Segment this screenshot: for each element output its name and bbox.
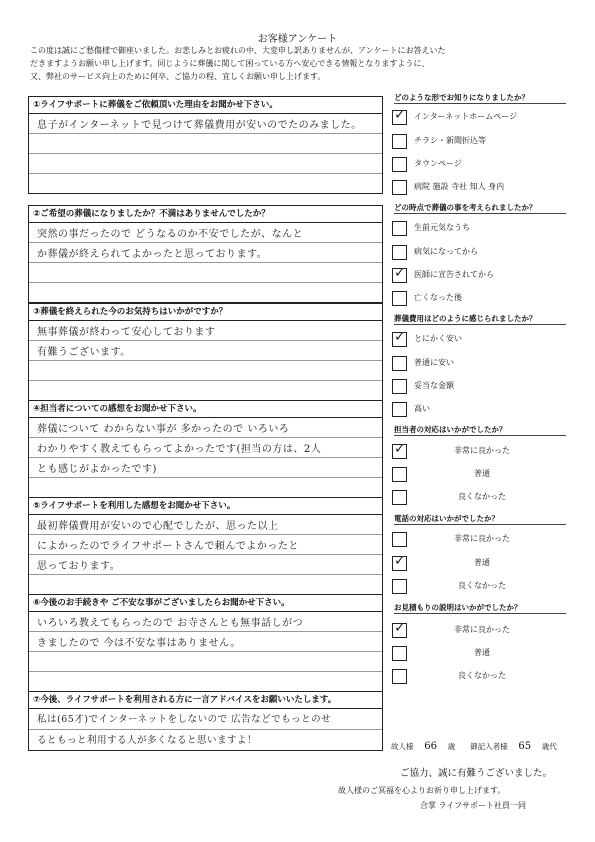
checkbox-icon[interactable] xyxy=(392,221,407,236)
answer-text: か葬儀が終えられてよかったと思っております。 xyxy=(37,249,268,260)
option-expensive[interactable] xyxy=(392,401,567,417)
answer-text: わかりやすく教えてもらってよかったです(担当の方は、2人 xyxy=(37,444,322,455)
answer-line[interactable] xyxy=(29,114,382,134)
answer-line[interactable] xyxy=(29,283,382,302)
option-label: インターネットホームページ xyxy=(414,112,518,121)
estimate-heading: お見積もりの説明はいかがでしたか？ xyxy=(394,602,566,614)
question-7 xyxy=(28,691,383,751)
answer-line[interactable] xyxy=(29,223,382,243)
option-label: 医師に宣告されてから xyxy=(414,270,494,279)
checkbox-icon[interactable] xyxy=(392,467,407,482)
option-label: 普通に安い xyxy=(414,358,454,367)
option-label: 非常に良かった xyxy=(454,534,510,543)
option-label: 生前元気なうち xyxy=(414,223,470,232)
answer-text: 突然の事だったので どうなるのか不安でしたが、なんと xyxy=(37,229,304,240)
option-while-healthy[interactable] xyxy=(392,220,567,236)
checkbox-icon[interactable] xyxy=(392,157,407,172)
checkbox-icon[interactable] xyxy=(392,532,407,547)
answer-text: 私は(65才)でインターネットをしないので 広告などでもっとのせ xyxy=(37,714,332,725)
question-5 xyxy=(28,497,383,595)
checkbox-icon[interactable] xyxy=(392,646,407,661)
option-very-cheap[interactable] xyxy=(392,331,567,347)
answer-line[interactable] xyxy=(29,730,382,750)
question-title: ①ライフサポートに葬儀をご依頼頂いた理由をお聞かせ下さい。 xyxy=(29,97,382,114)
staff-heading: 担当者の対応はいかがでしたか？ xyxy=(394,424,566,436)
option-staff-normal[interactable] xyxy=(392,466,567,482)
option-after-diagnosis[interactable] xyxy=(392,267,567,283)
option-label: タウンページ xyxy=(414,159,462,168)
answer-line[interactable] xyxy=(29,154,382,174)
answer-line[interactable] xyxy=(29,341,382,361)
answer-line[interactable] xyxy=(29,438,382,458)
question-title: ⑤ライフサポートを利用した感想をお聞かせ下さい。 xyxy=(29,498,382,515)
option-staff-bad[interactable] xyxy=(392,489,567,505)
checkbox-icon[interactable] xyxy=(392,134,407,149)
checkbox-icon[interactable] xyxy=(392,332,407,347)
checkbox-icon[interactable] xyxy=(392,623,407,638)
age-line xyxy=(391,741,557,752)
question-title: ⑥今後のお手続きや ご不安な事がございましたらお聞かせ下さい。 xyxy=(29,595,382,612)
answer-text: 無事葬儀が終わって安心しております xyxy=(37,327,216,338)
option-label: 良くなかった xyxy=(458,581,506,590)
option-label: 普通 xyxy=(474,558,490,567)
answer-line[interactable] xyxy=(29,632,382,652)
checkbox-icon[interactable] xyxy=(392,402,407,417)
option-reasonable[interactable] xyxy=(392,378,567,394)
option-label: 病院 施設 寺社 知人 身内 xyxy=(414,182,505,191)
option-estimate-very-good[interactable] xyxy=(392,622,567,638)
answer-text: 最初葬儀費用が安いので心配でしたが、思った以上 xyxy=(37,521,279,532)
option-estimate-normal[interactable] xyxy=(392,645,567,661)
checkbox-icon[interactable] xyxy=(392,556,407,571)
when-heading: どの時点で葬儀の事を考えられましたか？ xyxy=(394,202,566,214)
answer-line[interactable] xyxy=(29,174,382,193)
answer-line[interactable] xyxy=(29,672,382,691)
answer-text: 有難うございます。 xyxy=(37,347,131,358)
checkbox-icon[interactable] xyxy=(392,490,407,505)
checkbox-icon[interactable] xyxy=(392,268,407,283)
closing-condolence: 故人様のご冥福を心よりお祈り申し上げます。 xyxy=(338,786,506,795)
answer-line[interactable] xyxy=(29,243,382,263)
option-estimate-bad[interactable] xyxy=(392,668,567,684)
answer-line[interactable] xyxy=(29,418,382,438)
answer-text: とも感じがよかったです) xyxy=(37,464,157,475)
option-flyer[interactable] xyxy=(392,133,567,149)
checkbox-icon[interactable] xyxy=(392,110,407,125)
intro-text xyxy=(30,44,570,83)
answer-line[interactable] xyxy=(29,515,382,535)
option-phone-very-good[interactable] xyxy=(392,531,567,547)
page-title: お客様アンケート xyxy=(257,34,338,45)
answer-line[interactable] xyxy=(29,612,382,632)
deceased-age-unit: 歳 xyxy=(447,742,456,751)
answer-line[interactable] xyxy=(29,478,382,497)
question-1 xyxy=(28,96,383,194)
option-phone-normal[interactable] xyxy=(392,555,567,571)
answer-line[interactable] xyxy=(29,321,382,341)
answer-line[interactable] xyxy=(29,134,382,154)
checkbox-icon[interactable] xyxy=(392,379,407,394)
writer-age-unit: 歳代 xyxy=(541,742,557,751)
answer-line[interactable] xyxy=(29,709,382,730)
checkbox-icon[interactable] xyxy=(392,356,407,371)
know-heading: どのような形でお知りになりましたか？ xyxy=(394,92,566,104)
answer-text: 思っております。 xyxy=(37,561,121,572)
question-title: ②ご希望の葬儀になりましたか？不満はありませんでしたか？ xyxy=(29,206,382,223)
writer-label: 御記入者様 xyxy=(470,742,508,751)
question-3 xyxy=(28,303,383,401)
question-title: ④担当者についての感想をお聞かせ下さい。 xyxy=(29,401,382,418)
answer-line[interactable] xyxy=(29,458,382,478)
option-label: 非常に良かった xyxy=(454,625,510,634)
deceased-label: 故人様 xyxy=(391,742,414,751)
checkbox-icon[interactable] xyxy=(392,245,407,260)
option-label: とにかく安い xyxy=(414,334,462,343)
answer-line[interactable] xyxy=(29,535,382,555)
checkbox-icon[interactable] xyxy=(392,180,407,195)
writer-age[interactable]: 65 xyxy=(518,741,532,752)
option-label: 非常に良かった xyxy=(454,446,510,455)
option-label: 普通 xyxy=(474,469,490,478)
option-referral[interactable] xyxy=(392,179,567,195)
option-staff-very-good[interactable] xyxy=(392,443,567,459)
option-after-death[interactable] xyxy=(392,290,567,306)
checkbox-icon[interactable] xyxy=(392,444,407,459)
answer-text: いろいろ教えてもらったので お寺さんとも無事話しがつ xyxy=(37,618,304,629)
answer-line[interactable] xyxy=(29,263,382,283)
deceased-age[interactable]: 66 xyxy=(424,741,438,752)
option-label: 高い xyxy=(414,404,430,413)
intro-line: 又、弊社のサービス向上のために何卒、ご協力の程、宜しくお願い申し上げます。 xyxy=(30,72,326,81)
answer-line[interactable] xyxy=(29,652,382,672)
answer-text: るともっと利用する人が多くなると思いますよ！ xyxy=(37,735,258,746)
option-label: 良くなかった xyxy=(458,671,506,680)
option-cheap[interactable] xyxy=(392,355,567,371)
answer-text: きましたので 今は不安な事はありません。 xyxy=(37,638,241,649)
checkbox-icon[interactable] xyxy=(392,291,407,306)
closing-thanks: ご協力、誠に有難うございました。 xyxy=(400,768,553,779)
option-label: 妥当な金額 xyxy=(414,381,454,390)
question-title: ③葬儀を終えられた今のお気持ちはいかがですか？ xyxy=(29,304,382,321)
answer-line[interactable] xyxy=(29,381,382,400)
question-6 xyxy=(28,594,383,692)
question-2 xyxy=(28,205,383,303)
option-internet[interactable] xyxy=(392,109,567,125)
intro-line: だきますようお願い申し上げます。同じように葬儀に関して困っている方へ安心できる情報となりますように、 xyxy=(30,59,430,68)
answer-text: によかったのでライフサポートさんで頼んでよかったと xyxy=(37,541,299,552)
option-label: チラシ・新聞折込等 xyxy=(414,136,486,145)
checkbox-icon[interactable] xyxy=(392,669,407,684)
answer-line[interactable] xyxy=(29,361,382,381)
option-phone-bad[interactable] xyxy=(392,578,567,594)
option-townpage[interactable] xyxy=(392,156,567,172)
checkbox-icon[interactable] xyxy=(392,579,407,594)
question-title: ⑦今後、ライフサポートを利用される方に一言アドバイスをお願いいたします。 xyxy=(29,692,382,709)
answer-line[interactable] xyxy=(29,555,382,575)
option-label: 病気になってから xyxy=(414,247,478,256)
option-after-illness[interactable] xyxy=(392,244,567,260)
answer-text: 息子がインターネットで見つけて葬儀費用が安いのでたのみました。 xyxy=(37,120,362,131)
phone-heading: 電話の対応はいかがでしたか？ xyxy=(394,513,566,525)
closing-signature: 合掌 ライフサポート社員一同 xyxy=(420,801,527,810)
intro-line: この度は誠にご愁傷様で御座いました。お悲しみとお疲れの中、大変申し訳ありませんが、アンケートにお答えいた xyxy=(30,46,446,55)
answer-line[interactable] xyxy=(29,575,382,594)
answer-text: 葬儀について わからない事が 多かったので いろいろ xyxy=(37,424,290,435)
option-label: 亡くなった後 xyxy=(414,293,462,302)
cost-heading: 葬儀費用はどのように感じられましたか？ xyxy=(394,313,566,325)
option-label: 普通 xyxy=(474,648,490,657)
question-4 xyxy=(28,400,383,498)
option-label: 良くなかった xyxy=(458,492,506,501)
